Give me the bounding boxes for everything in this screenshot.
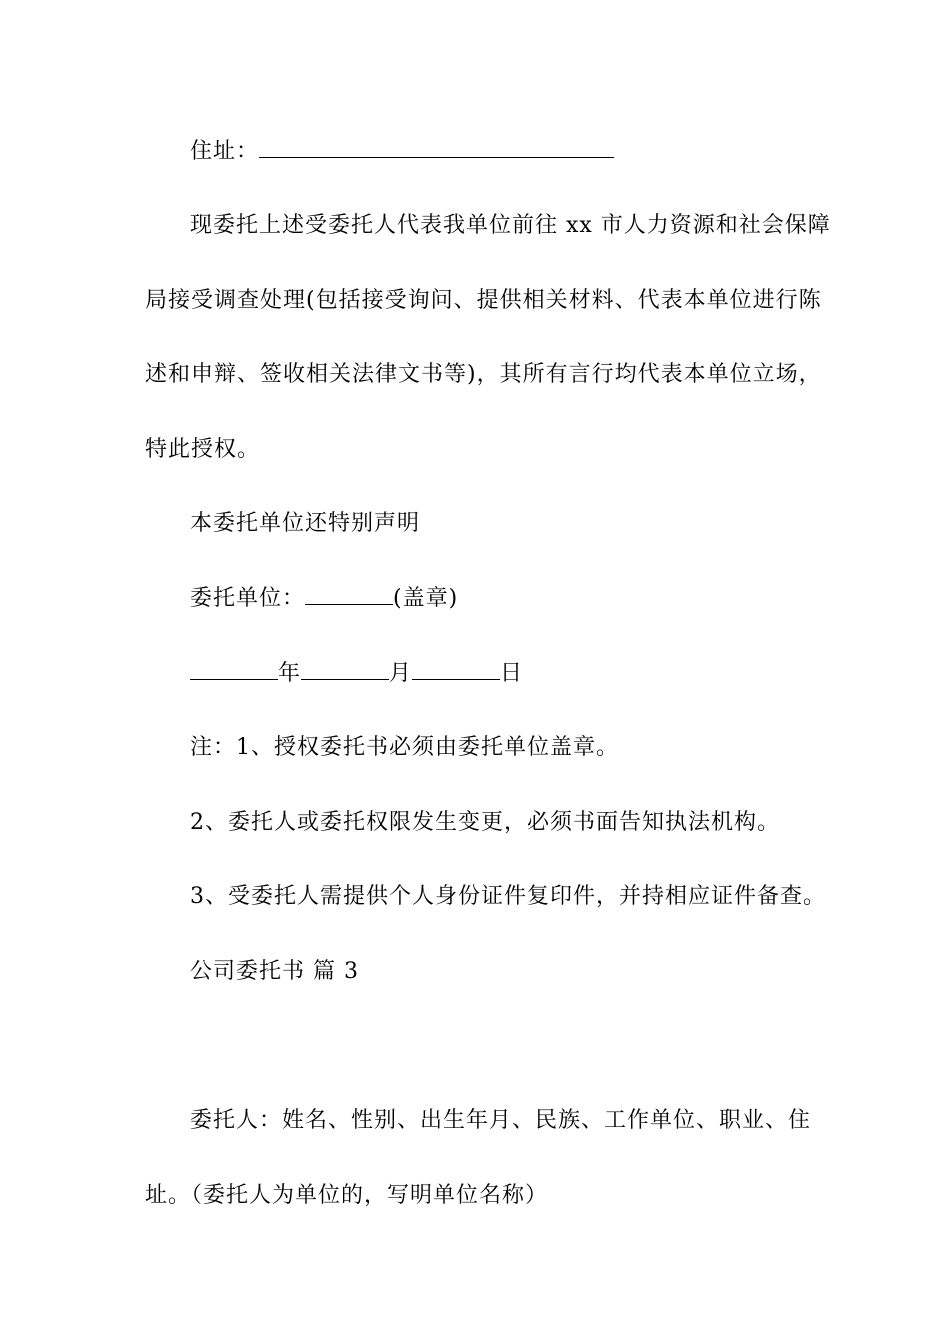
entrusting-unit-line [190, 584, 458, 614]
year-label: 年 [278, 661, 302, 686]
note-1: 注：1、授权委托书必须由委托单位盖章。 [190, 735, 619, 760]
day-label: 日 [500, 661, 524, 686]
principal-line1: 委托人：姓名、性别、出生年月、民族、工作单位、职业、住 [190, 1108, 812, 1133]
year-blank [190, 659, 278, 680]
principal-line2: 址。（委托人为单位的，写明单位名称） [145, 1183, 549, 1208]
paragraph1-line1: 现委托上述受委托人代表我单位前往 xx 市人力资源和社会保障 [190, 213, 831, 238]
note-2: 2、委托人或委托权限发生变更，必须书面告知执法机构。 [190, 810, 780, 835]
entrusting-unit-label: 委托单位： [190, 586, 306, 611]
special-statement: 本委托单位还特别声明 [190, 511, 421, 536]
address-label: 住址： [190, 139, 260, 164]
seal-label: (盖章) [393, 586, 459, 611]
address-blank [259, 137, 614, 158]
section-title: 公司委托书 篇 3 [190, 959, 359, 984]
entrusting-unit-blank [305, 584, 393, 605]
date-line [190, 659, 523, 689]
paragraph1-line2: 局接受调查处理(包括接受询问、提供相关材料、代表本单位进行陈 [145, 288, 822, 313]
address-line [190, 137, 614, 167]
day-blank [412, 659, 500, 680]
month-label: 月 [389, 661, 413, 686]
paragraph1-line3: 述和申辩、签收相关法律文书等)，其所有言行均代表本单位立场， [145, 362, 822, 387]
note-3: 3、受委托人需提供个人身份证件复印件，并持相应证件备查。 [190, 884, 826, 909]
month-blank [301, 659, 389, 680]
paragraph1-line4: 特此授权。 [145, 437, 261, 462]
